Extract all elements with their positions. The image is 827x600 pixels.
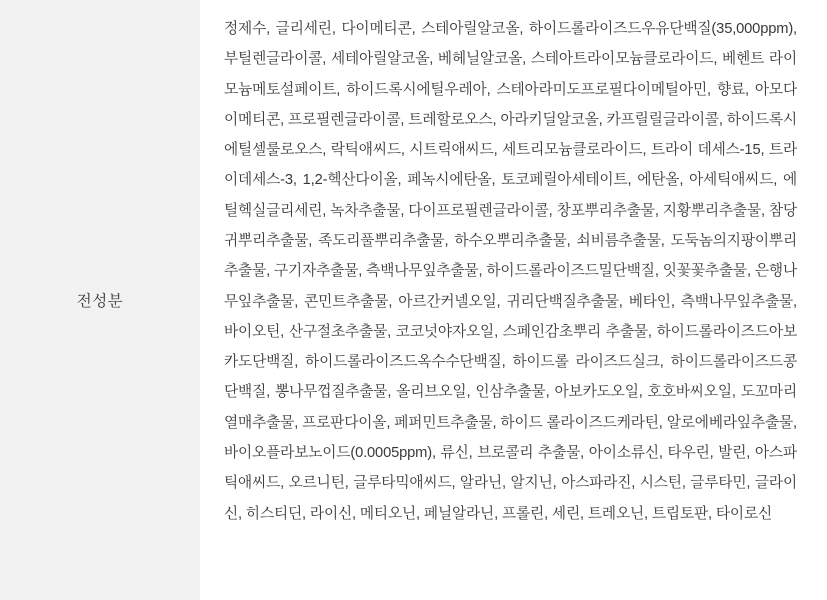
ingredients-label: 전성분 (76, 293, 124, 310)
ingredients-value: 정제수, 글리세린, 다이메티콘, 스테아릴알코올, 하이드롤라이즈드우유단백질(35,000ppm), 부틸렌글라이콜, 세테아릴알코올, 베헤닐알코올, 스테아트라이모늄클로라이드, 베헨트 라이모늄메토설페이트, 하이드록시에틸우레아, 스테아라미도프로필다이메틸아민, 향료, 아모다이메티콘, 프로필렌글라이콜, 트레할로오스, 아라키딜알코올, 카프릴릴글라이콜, 하이드록시에틸셀룰로오스, 락틱애씨드, 시트릭애씨드, 세트리모늄클로라이드, 트라이 데세스-15, 트라이데세스-3, 1,2-헥산다이올, 페녹시에탄올, 토코페릴아세테이트, 에탄올, 아세틱애씨드, 에틸헥실글리세린, 녹차추출물, 다이프로필렌글라이콜, 창포뿌리추출물, 지황뿌리추출물, 참당귀뿌리추출물, 족도리풀뿌리추출물, 하수오뿌리추출물, 쇠비름추출물, 도둑놈의지팡이뿌리추출물, 구기자추출물, 측백나무잎추출물, 하이드롤라이즈드밀단백질, 잇꽃꽃추출물, 은행나무잎추출물, 콘민트추출물, 아르간커넬오일, 귀리단백질추출물, 베타인, 측백나무잎추출물, 바이오틴, 산구절초추출물, 코코넛야자오일, 스페인감초뿌리 추출물, 하이드롤라이즈드아보카도단백질, 하이드롤라이즈드옥수수단백질, 하이드롤 라이즈드실크, 하이드롤라이즈드콩단백질, 뽕나무껍질추출물, 올리브오일, 인삼추출물, 아보카도오일, 호호바씨오일, 도꼬마리열매추출물, 프로판다이올, 페퍼민트추출물, 하이드 롤라이즈드케라틴, 알로에베라잎추출물, 바이오플라보노이드(0.0005ppm), 류신, 브로콜리 추출물, 아이소류신, 타우린, 발린, 아스파틱애씨드, 오르니틴, 글루타믹애씨드, 알라닌, 알지닌, 아스파라진, 시스틴, 글루타민, 글라이신, 히스티딘, 라이신, 메티오닌, 페닐알라닌, 프롤린, 세린, 트레오닌, 트립토판, 타이로신 (224, 21, 797, 522)
table-row-label-cell (0, 0, 200, 600)
table-row-value-cell (200, 0, 827, 600)
